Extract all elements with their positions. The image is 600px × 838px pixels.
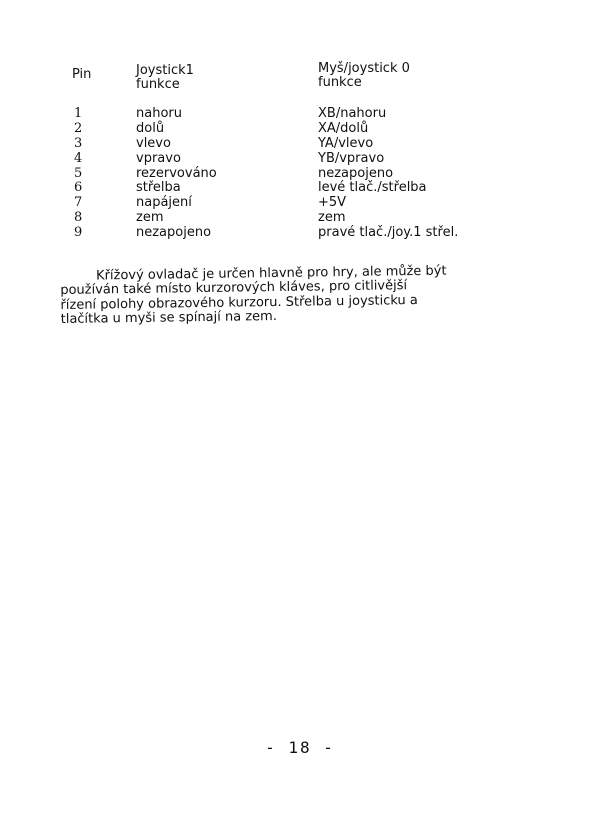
paragraph-line: Křížový ovladač je určen hlavně pro hry, ale může být xyxy=(95,263,447,284)
paragraph-line: používán také místo kurzorových kláves, pro citlivější xyxy=(60,278,408,299)
header-joystick1-sub: funkce xyxy=(136,77,180,92)
mouse-joystick0-function: XB/nahoru xyxy=(318,106,387,121)
mouse-joystick0-function: zem xyxy=(318,210,346,226)
table-row xyxy=(0,181,600,196)
pin-number: 6 xyxy=(74,180,83,196)
joystick1-function: rezervováno xyxy=(136,165,217,181)
joystick1-function: zem xyxy=(136,210,164,226)
joystick1-function: nahoru xyxy=(136,106,182,121)
pin-number: 8 xyxy=(74,210,83,226)
joystick1-function: napájení xyxy=(136,195,192,211)
joystick1-function: dolů xyxy=(136,120,165,136)
table-row xyxy=(0,211,600,226)
mouse-joystick0-function: YB/vpravo xyxy=(318,150,385,166)
mouse-joystick0-function: XA/dolů xyxy=(318,120,369,136)
pin-table xyxy=(0,107,600,241)
pin-number: 7 xyxy=(74,195,83,211)
mouse-joystick0-function: nezapojeno xyxy=(318,165,394,181)
mouse-joystick0-function: +5V xyxy=(318,195,347,211)
joystick1-function: vlevo xyxy=(136,135,171,151)
pin-number: 1 xyxy=(74,106,83,121)
table-row xyxy=(0,226,600,241)
pin-number: 2 xyxy=(74,120,83,136)
joystick1-function: vpravo xyxy=(136,150,181,166)
mouse-joystick0-function: pravé tlač./joy.1 střel. xyxy=(318,225,459,241)
pin-number: 4 xyxy=(74,150,83,166)
paragraph-line: tlačítka u myši se spínají na zem. xyxy=(60,309,278,328)
body-paragraph xyxy=(60,263,531,327)
table-row xyxy=(0,196,600,211)
page-number: - 18 - xyxy=(265,738,335,757)
joystick1-function: střelba xyxy=(136,180,181,196)
mouse-joystick0-function: YA/vlevo xyxy=(318,135,374,151)
table-row xyxy=(0,122,600,137)
joystick1-function: nezapojeno xyxy=(136,225,212,241)
table-row xyxy=(0,107,600,122)
pin-number: 3 xyxy=(74,135,83,151)
pin-number: 9 xyxy=(74,225,83,241)
header-mouse-joystick0-sub: funkce xyxy=(318,75,362,90)
paragraph-line: řízení polohy obrazového kurzoru. Střelba u joysticku a xyxy=(60,292,418,313)
header-pin: Pin xyxy=(72,67,92,82)
table-row xyxy=(0,167,600,182)
table-row xyxy=(0,137,600,152)
table-row xyxy=(0,152,600,167)
header-mouse-joystick0: Myš/joystick 0 xyxy=(318,61,410,76)
pin-number: 5 xyxy=(74,165,83,181)
header-joystick1: Joystick1 xyxy=(136,63,194,78)
mouse-joystick0-function: levé tlač./střelba xyxy=(318,180,427,196)
